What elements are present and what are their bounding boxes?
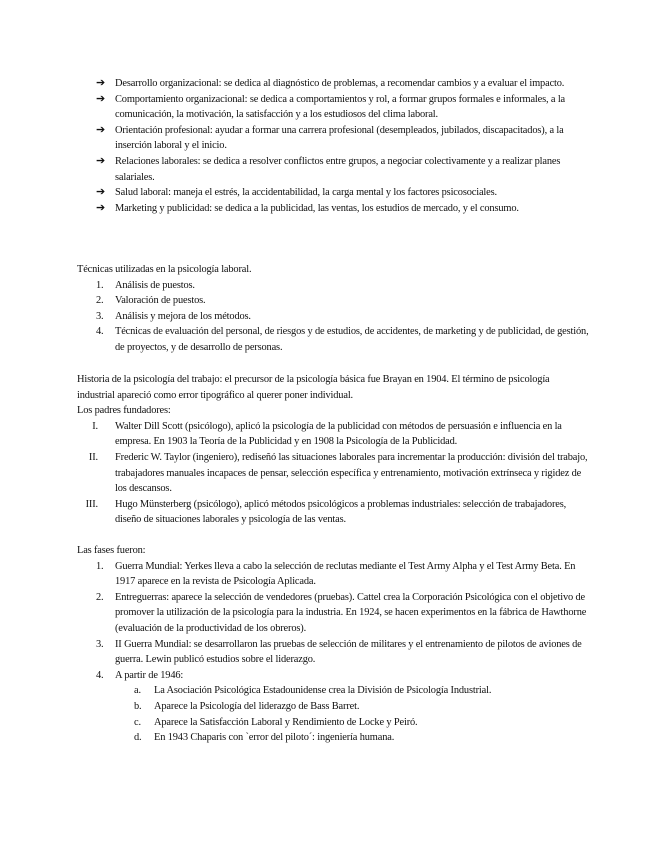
list-item	[77, 450, 589, 497]
list-item-text: En 1943 Chaparis con `error del piloto´: ingeniería humana.	[154, 732, 395, 744]
list-item	[77, 419, 589, 450]
arrow-icon: ➔	[96, 123, 106, 136]
arrow-list-item	[96, 92, 588, 123]
list-number: 3.	[96, 638, 104, 650]
list-number: 2.	[96, 591, 104, 603]
list-item-text: Análisis de puestos.	[115, 279, 195, 291]
list-number: 1.	[96, 560, 104, 572]
list-item-text: Walter Dill Scott (psicólogo), aplicó la psicología de la publicidad con métodos de persuasión e influencia en la empresa. En 1903 la Teoría de la Publicidad y en 1908 la Psicología de la Publicidad.	[115, 420, 562, 448]
list-item-text: La Asociación Psicológica Estadounidense crea la División de Psicología Industrial.	[154, 685, 492, 697]
sub-list	[77, 683, 589, 745]
arrow-item-text: Marketing y publicidad: se dedica a la publicidad, las ventas, los estudios de mercado, y el consumo.	[115, 202, 519, 214]
list-item-text: A partir de 1946:	[115, 669, 184, 681]
list-item-text: II Guerra Mundial: se desarrollaron las pruebas de selección de militares y el entrenamiento de pilotos de aviones de guerra. Lewin publicó estudios sobre el liderazgo.	[115, 638, 582, 666]
fases-section	[77, 543, 589, 746]
arrow-icon: ➔	[96, 77, 106, 89]
sub-list-item	[77, 699, 589, 715]
list-number: 3.	[96, 310, 104, 322]
sub-list-item	[77, 730, 589, 746]
list-letter: d.	[134, 732, 142, 744]
arrow-icon: ➔	[96, 186, 106, 199]
arrow-list-item	[96, 76, 588, 92]
list-item	[77, 293, 589, 309]
list-item-text: Hugo Münsterberg (psicólogo), aplicó métodos psicológicos a problemas industriales: selección de trabajadores, diseño de situaciones laborales y psicología de las ventas.	[115, 498, 567, 526]
list-item	[77, 637, 589, 668]
list-number: 2.	[96, 295, 104, 307]
list-item	[77, 278, 589, 294]
list-item	[77, 559, 589, 590]
fases-heading: Las fases fueron:	[77, 545, 146, 556]
list-number: 4.	[96, 326, 104, 338]
tecnicas-heading: Técnicas utilizadas en la psicología laboral.	[77, 264, 252, 275]
roman-numeral: II.	[88, 451, 98, 463]
arrow-icon: ➔	[96, 92, 106, 105]
list-number: 1.	[96, 279, 104, 291]
list-item	[77, 590, 589, 637]
sub-list-item	[77, 715, 589, 731]
list-item-text: Frederic W. Taylor (ingeniero), rediseñó las situaciones laborales para incrementar la producción: división del trabajo, trabajadores manuales incapaces de pensar, selección específica y entrenamiento, motivación extrínseca y rigidez de los descansos.	[115, 451, 588, 495]
list-item	[77, 324, 589, 355]
list-item	[77, 497, 589, 528]
list-item-text: Aparece la Satisfacción Laboral y Rendimiento de Locke y Peiró.	[154, 716, 418, 728]
arrow-item-text: Orientación profesional: ayudar a formar una carrera profesional (desempleados, jubilados, discapacitados), a la inserción laboral y el inicio.	[115, 124, 564, 152]
padres-heading: Los padres fundadores:	[77, 405, 171, 417]
sub-list-item	[77, 683, 589, 699]
historia-section	[77, 372, 589, 528]
roman-numeral: I.	[92, 420, 98, 432]
list-item-text: Técnicas de evaluación del personal, de riesgos y de estudios, de accidentes, de marketing y de publicidad, de gestión, de proyectos, y de desarrollo de personas.	[115, 326, 589, 353]
arrow-list-item	[96, 123, 588, 154]
arrow-list-item	[96, 154, 588, 185]
arrow-item-text: Comportamiento organizacional: se dedica a comportamientos y rol, a formar grupos formales e informales, a la comunicación, la motivación, la satisfacción y a los estudiosos del clima laboral.	[115, 93, 566, 121]
arrow-item-text: Relaciones laborales: se dedica a resolver conflictos entre grupos, a negociar colectivamente y a realizar planes salariales.	[115, 155, 561, 183]
list-item-text: Entreguerras: aparece la selección de vendedores (pruebas). Cattel crea la Corporación Psicológica con el objetivo de promover la utilización de la psicología para la industria. En 1924, se hacen experimentos en la fábrica de Hawthorne (evaluación de la productividad de los obreros).	[115, 591, 587, 634]
areas-arrow-list	[96, 76, 588, 216]
list-item-text: Análisis y mejora de los métodos.	[115, 310, 251, 322]
list-item	[77, 309, 589, 325]
arrow-list-item	[96, 201, 588, 217]
list-item-text: Guerra Mundial: Yerkes lleva a cabo la selección de reclutas mediante el Test Army Alpha y el Test Army Beta. En 1917 aparece en la revista de Psicología Aplicada.	[115, 560, 576, 588]
list-number: 4.	[96, 669, 104, 681]
arrow-item-text: Desarrollo organizacional: se dedica al diagnóstico de problemas, a recomendar cambios y a evaluar el impacto.	[115, 78, 565, 89]
arrow-item-text: Salud laboral: maneja el estrés, la accidentabilidad, la carga mental y los factores psicosociales.	[115, 187, 497, 199]
list-letter: c.	[134, 716, 141, 728]
roman-numeral: III.	[85, 498, 98, 510]
arrow-icon: ➔	[96, 154, 106, 167]
list-letter: a.	[134, 685, 141, 697]
historia-paragraph: Historia de la psicología del trabajo: el precursor de la psicología básica fue Brayan en 1904. El término de psicología industrial apareció como error tipográfico al querer poner individual.	[77, 374, 550, 401]
list-letter: b.	[134, 700, 142, 712]
list-item	[77, 668, 589, 684]
arrow-list-item	[96, 185, 588, 201]
list-item-text: Aparece la Psicología del liderazgo de Bass Barret.	[154, 700, 360, 712]
arrow-icon: ➔	[96, 201, 106, 214]
list-item-text: Valoración de puestos.	[115, 295, 206, 307]
tecnicas-section	[77, 262, 589, 356]
